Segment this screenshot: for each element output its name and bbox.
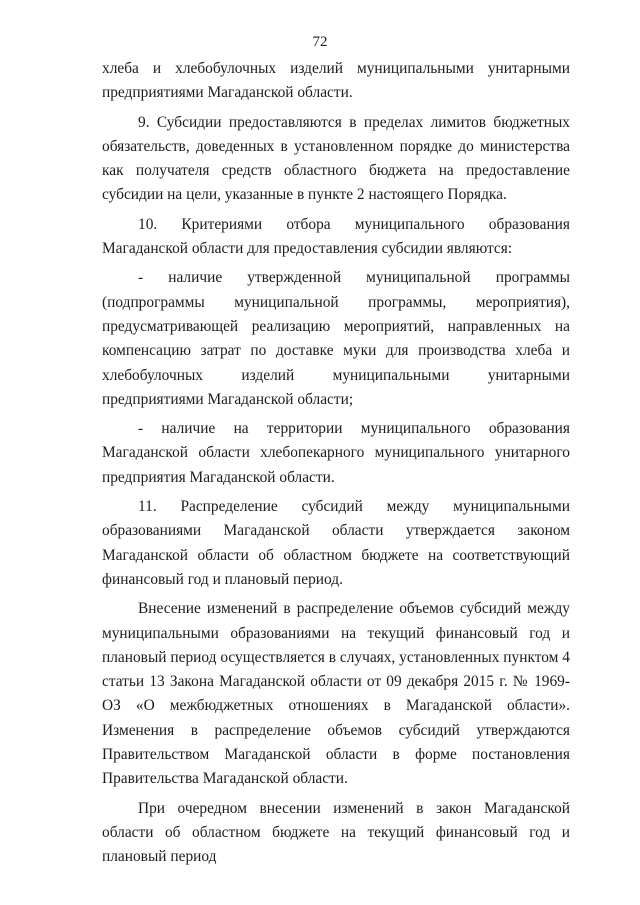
paragraph-continuation: хлеба и хлебобулочных изделий муниципальными унитарными предприятиями Магаданской области. — [102, 60, 570, 102]
document-body — [102, 57, 570, 875]
criteria-bullet-enterprise: - наличие на территории муниципального образования Магаданской области хлебопекарного муниципального унитарного предприятия Магаданской области. — [102, 420, 570, 486]
paragraph-item-10: 10. Критериями отбора муниципального образования Магаданской области для предоставления субсидии являются: — [102, 215, 570, 258]
paragraph-item-11: 11. Распределение субсидий между муниципальными образованиями Магаданской области утверждается законом Магаданской области об областном бюджете на соответствующий финансовый год и плановый период. — [102, 498, 570, 588]
paragraph-next-amendment: При очередном внесении изменений в закон Магаданской области об областном бюджете на текущий финансовый год и плановый период — [102, 799, 570, 866]
page-number: 72 — [312, 34, 328, 50]
paragraph-amendments: Внесение изменений в распределение объемов субсидий между муниципальными образованиями на текущий финансовый год и плановый период осуществляется в случаях, установленных пунктом 4 статьи 13 Закона Магаданской области от 09 декабря 2015 г. № 1969-ОЗ «О межбюджетных отношениях в Магаданской области». Изменения в распределение объемов субсидий утверждаются Правительством Магаданской области в форме постановления Правительства Магаданской области. — [102, 600, 570, 788]
criteria-bullet-program: - наличие утвержденной муниципальной программы (подпрограммы муниципальной программы, мероприятия), предусматривающей реализацию мероприятий, направленных на компенсацию затрат по доставке муки для производства хлеба и хлебобулочных изделий муниципальными унитарными предприятиями Магаданской области; — [102, 269, 570, 408]
paragraph-item-9: 9. Субсидии предоставляются в пределах лимитов бюджетных обязательств, доведенных в установленном порядке до министерства как получателя средств областного бюджета на предоставление субсидии на цели, указанные в пункте 2 настоящего Порядка. — [102, 113, 570, 204]
